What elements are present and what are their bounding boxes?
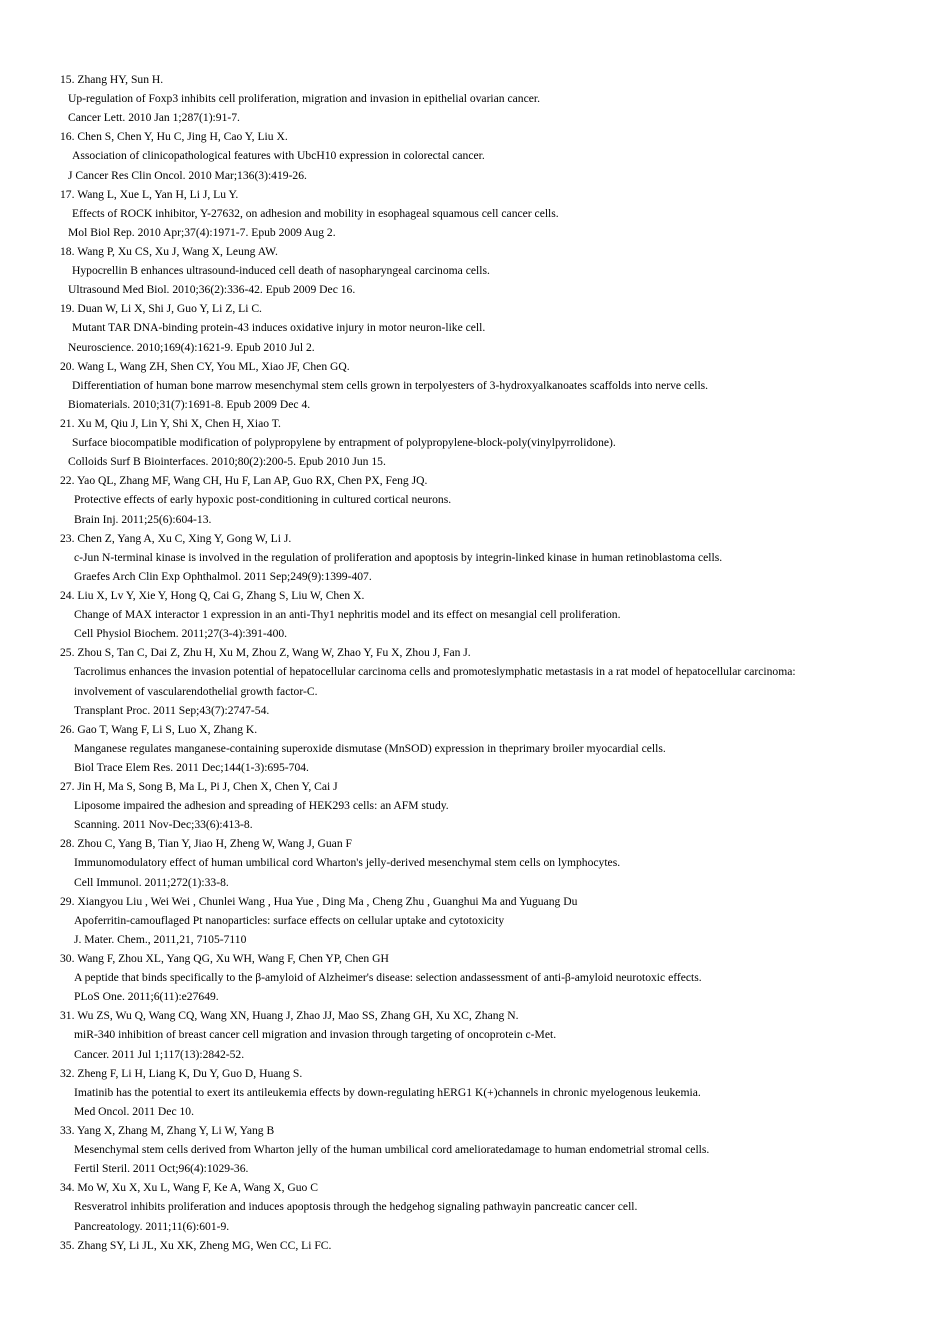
reference-source: Biol Trace Elem Res. 2011 Dec;144(1-3):695-704. bbox=[74, 760, 309, 774]
reference-source: Graefes Arch Clin Exp Ophthalmol. 2011 Sep;249(9):1399-407. bbox=[74, 569, 372, 583]
reference-title: c-Jun N-terminal kinase is involved in the regulation of proliferation and apoptosis by integrin-linked kinase in human retinoblastoma cells. bbox=[74, 550, 723, 564]
reference-number: 18. bbox=[60, 244, 75, 258]
reference-title: Manganese regulates manganese-containing superoxide dismutase (MnSOD) expression in theprimary broiler myocardial cells. bbox=[74, 741, 666, 755]
reference-title: Resveratrol inhibits proliferation and induces apoptosis through the hedgehog signaling pathwayin pancreatic cancer cell. bbox=[74, 1200, 638, 1214]
reference-authors: Liu X, Lv Y, Xie Y, Hong Q, Cai G, Zhang S, Liu W, Chen X. bbox=[77, 588, 365, 602]
reference-number: 23. bbox=[60, 531, 75, 545]
reference-number: 30. bbox=[60, 952, 75, 966]
reference-item bbox=[60, 892, 920, 949]
reference-number: 16. bbox=[60, 130, 75, 144]
reference-header bbox=[60, 949, 920, 968]
reference-number: 34. bbox=[60, 1181, 75, 1195]
reference-header bbox=[60, 586, 920, 605]
reference-authors: Zhou C, Yang B, Tian Y, Jiao H, Zheng W, Wang J, Guan F bbox=[77, 837, 352, 851]
reference-source: J. Mater. Chem., 2011,21, 7105-7110 bbox=[74, 932, 247, 946]
reference-title-continued: involvement of vascularendothelial growth factor-C. bbox=[74, 684, 318, 698]
reference-header bbox=[60, 529, 920, 548]
reference-authors: Duan W, Li X, Shi J, Guo Y, Li Z, Li C. bbox=[77, 302, 262, 316]
reference-authors: Xu M, Qiu J, Lin Y, Shi X, Chen H, Xiao T. bbox=[77, 416, 281, 430]
reference-header bbox=[60, 1121, 920, 1140]
reference-header bbox=[60, 643, 920, 662]
reference-item bbox=[60, 529, 920, 586]
reference-authors: Jin H, Ma S, Song B, Ma L, Pi J, Chen X, Chen Y, Cai J bbox=[77, 780, 338, 794]
reference-item bbox=[60, 242, 920, 299]
reference-item bbox=[60, 586, 920, 643]
reference-source: Cancer. 2011 Jul 1;117(13):2842-52. bbox=[74, 1047, 245, 1061]
reference-item bbox=[60, 777, 920, 834]
reference-number: 26. bbox=[60, 722, 75, 736]
reference-title: Differentiation of human bone marrow mesenchymal stem cells grown in terpolyesters of 3-hydroxyalkanoates scaffolds into nerve cells. bbox=[72, 378, 709, 392]
reference-authors: Xiangyou Liu , Wei Wei , Chunlei Wang , Hua Yue , Ding Ma , Cheng Zhu , Guanghui Ma and Yuguang Du bbox=[77, 894, 578, 908]
reference-authors: Wang L, Wang ZH, Shen CY, You ML, Xiao JF, Chen GQ. bbox=[77, 359, 350, 373]
reference-item bbox=[60, 414, 920, 471]
reference-header bbox=[60, 1006, 920, 1025]
reference-source: Cancer Lett. 2010 Jan 1;287(1):91-7. bbox=[68, 111, 240, 125]
reference-number: 31. bbox=[60, 1009, 75, 1023]
reference-number: 24. bbox=[60, 588, 75, 602]
reference-header bbox=[60, 357, 920, 376]
reference-list bbox=[60, 70, 920, 1255]
reference-header bbox=[60, 720, 920, 739]
reference-item bbox=[60, 1178, 920, 1235]
reference-title: Immunomodulatory effect of human umbilical cord Wharton's jelly-derived mesenchymal stem cells on lymphocytes. bbox=[74, 856, 621, 870]
reference-number: 25. bbox=[60, 646, 75, 660]
reference-header bbox=[60, 414, 920, 433]
reference-title: Mesenchymal stem cells derived from Wharton jelly of the human umbilical cord amelioratedamage to human endometrial stromal cells. bbox=[74, 1143, 710, 1157]
reference-authors: Yao QL, Zhang MF, Wang CH, Hu F, Lan AP, Guo RX, Chen PX, Feng JQ. bbox=[76, 474, 428, 488]
reference-header bbox=[60, 185, 920, 204]
reference-title: Imatinib has the potential to exert its antileukemia effects by down-regulating hERG1 K(+)channels in chronic myelogenous leukemia. bbox=[74, 1085, 701, 1099]
reference-header bbox=[60, 127, 920, 146]
reference-header bbox=[60, 892, 920, 911]
reference-source: Mol Biol Rep. 2010 Apr;37(4):1971-7. Epub 2009 Aug 2. bbox=[68, 225, 336, 239]
reference-authors: Gao T, Wang F, Li S, Luo X, Zhang K. bbox=[77, 722, 258, 736]
reference-item bbox=[60, 643, 920, 719]
reference-source: Brain Inj. 2011;25(6):604-13. bbox=[74, 512, 212, 526]
reference-header bbox=[60, 299, 920, 318]
reference-item bbox=[60, 471, 920, 528]
reference-title: Change of MAX interactor 1 expression in an anti-Thy1 nephritis model and its effect on mesangial cell proliferation. bbox=[74, 608, 621, 622]
reference-authors: Zhang HY, Sun H. bbox=[77, 73, 164, 86]
reference-header bbox=[60, 777, 920, 796]
reference-header bbox=[60, 1236, 920, 1255]
reference-source: Fertil Steril. 2011 Oct;96(4):1029-36. bbox=[74, 1162, 249, 1176]
reference-title: Apoferritin-camouflaged Pt nanoparticles: surface effects on cellular uptake and cytotoxicity bbox=[74, 913, 505, 927]
reference-header bbox=[60, 471, 920, 490]
reference-header bbox=[60, 70, 920, 89]
reference-authors: Wang F, Zhou XL, Yang QG, Xu WH, Wang F, Chen YP, Chen GH bbox=[77, 952, 389, 966]
reference-number: 35. bbox=[60, 1238, 75, 1252]
reference-header bbox=[60, 1178, 920, 1197]
reference-item bbox=[60, 1236, 920, 1255]
reference-source: Scanning. 2011 Nov-Dec;33(6):413-8. bbox=[74, 818, 253, 832]
reference-source: Pancreatology. 2011;11(6):601-9. bbox=[74, 1219, 230, 1233]
reference-authors: Zhang SY, Li JL, Xu XK, Zheng MG, Wen CC, Li FC. bbox=[77, 1238, 332, 1252]
reference-title: miR-340 inhibition of breast cancer cell migration and invasion through targeting of oncoprotein c-Met. bbox=[74, 1028, 557, 1042]
reference-authors: Zheng F, Li H, Liang K, Du Y, Guo D, Huang S. bbox=[77, 1066, 303, 1080]
reference-source: PLoS One. 2011;6(11):e27649. bbox=[74, 990, 219, 1004]
reference-item bbox=[60, 949, 920, 1006]
reference-source: Med Oncol. 2011 Dec 10. bbox=[74, 1104, 194, 1118]
reference-title: Association of clinicopathological features with UbcH10 expression in colorectal cancer. bbox=[72, 149, 485, 163]
reference-item bbox=[60, 1006, 920, 1063]
reference-authors: Wu ZS, Wu Q, Wang CQ, Wang XN, Huang J, Zhao JJ, Mao SS, Zhang GH, Xu XC, Zhang N. bbox=[77, 1009, 519, 1023]
reference-title: Mutant TAR DNA-binding protein-43 induces oxidative injury in motor neuron-like cell. bbox=[72, 321, 486, 335]
reference-title: Tacrolimus enhances the invasion potential of hepatocellular carcinoma cells and promoteslymphatic metastasis in a rat model of hepatocellular carcinoma: bbox=[74, 665, 796, 679]
reference-item bbox=[60, 357, 920, 414]
reference-source: Ultrasound Med Biol. 2010;36(2):336-42. Epub 2009 Dec 16. bbox=[68, 283, 356, 297]
reference-item bbox=[60, 1121, 920, 1178]
reference-number: 17. bbox=[60, 187, 75, 201]
reference-authors: Yang X, Zhang M, Zhang Y, Li W, Yang B bbox=[76, 1124, 275, 1138]
reference-item bbox=[60, 1064, 920, 1121]
reference-number: 27. bbox=[60, 780, 75, 794]
reference-number: 33. bbox=[60, 1124, 75, 1138]
reference-source: Colloids Surf B Biointerfaces. 2010;80(2):200-5. Epub 2010 Jun 15. bbox=[68, 455, 386, 469]
reference-authors: Zhou S, Tan C, Dai Z, Zhu H, Xu M, Zhou Z, Wang W, Zhao Y, Fu X, Zhou J, Fan J. bbox=[77, 646, 471, 660]
reference-number: 21. bbox=[60, 416, 75, 430]
reference-title: Up-regulation of Foxp3 inhibits cell proliferation, migration and invasion in epithelial ovarian cancer. bbox=[68, 92, 540, 106]
reference-source: Biomaterials. 2010;31(7):1691-8. Epub 2009 Dec 4. bbox=[68, 397, 311, 411]
reference-source: Neuroscience. 2010;169(4):1621-9. Epub 2010 Jul 2. bbox=[68, 340, 315, 354]
reference-header bbox=[60, 1064, 920, 1083]
reference-title: Hypocrellin B enhances ultrasound-induced cell death of nasopharyngeal carcinoma cells. bbox=[72, 264, 490, 278]
reference-title: Liposome impaired the adhesion and spreading of HEK293 cells: an AFM study. bbox=[74, 799, 449, 813]
reference-source: Transplant Proc. 2011 Sep;43(7):2747-54. bbox=[74, 703, 270, 717]
reference-number: 28. bbox=[60, 837, 75, 851]
reference-item bbox=[60, 127, 920, 184]
reference-source: J Cancer Res Clin Oncol. 2010 Mar;136(3):419-26. bbox=[68, 168, 307, 182]
reference-item bbox=[60, 70, 920, 127]
reference-item bbox=[60, 299, 920, 356]
reference-number: 22. bbox=[60, 474, 75, 488]
reference-title: Effects of ROCK inhibitor, Y-27632, on adhesion and mobility in esophageal squamous cell cancer cells. bbox=[72, 206, 559, 220]
reference-source: Cell Physiol Biochem. 2011;27(3-4):391-400. bbox=[74, 627, 288, 641]
reference-item bbox=[60, 185, 920, 242]
reference-number: 15. bbox=[60, 73, 75, 86]
reference-item bbox=[60, 834, 920, 891]
reference-title: Protective effects of early hypoxic post-conditioning in cultured cortical neurons. bbox=[74, 493, 452, 507]
reference-number: 19. bbox=[60, 302, 75, 316]
reference-number: 20. bbox=[60, 359, 75, 373]
reference-title: A peptide that binds specifically to the β-amyloid of Alzheimer's disease: selection andassessment of anti-β-amyloid neurotoxic effects. bbox=[74, 971, 702, 985]
reference-header bbox=[60, 834, 920, 853]
reference-authors: Wang P, Xu CS, Xu J, Wang X, Leung AW. bbox=[77, 244, 278, 258]
reference-authors: Chen Z, Yang A, Xu C, Xing Y, Gong W, Li J. bbox=[77, 531, 292, 545]
reference-authors: Chen S, Chen Y, Hu C, Jing H, Cao Y, Liu X. bbox=[77, 130, 288, 144]
reference-header bbox=[60, 242, 920, 261]
reference-authors: Mo W, Xu X, Xu L, Wang F, Ke A, Wang X, Guo C bbox=[77, 1181, 318, 1195]
reference-source: Cell Immunol. 2011;272(1):33-8. bbox=[74, 875, 229, 889]
reference-item bbox=[60, 720, 920, 777]
reference-number: 32. bbox=[60, 1066, 75, 1080]
reference-number: 29. bbox=[60, 894, 75, 908]
reference-authors: Wang L, Xue L, Yan H, Li J, Lu Y. bbox=[77, 187, 239, 201]
reference-title: Surface biocompatible modification of polypropylene by entrapment of polypropylene-block-poly(vinylpyrrolidone). bbox=[72, 436, 616, 450]
